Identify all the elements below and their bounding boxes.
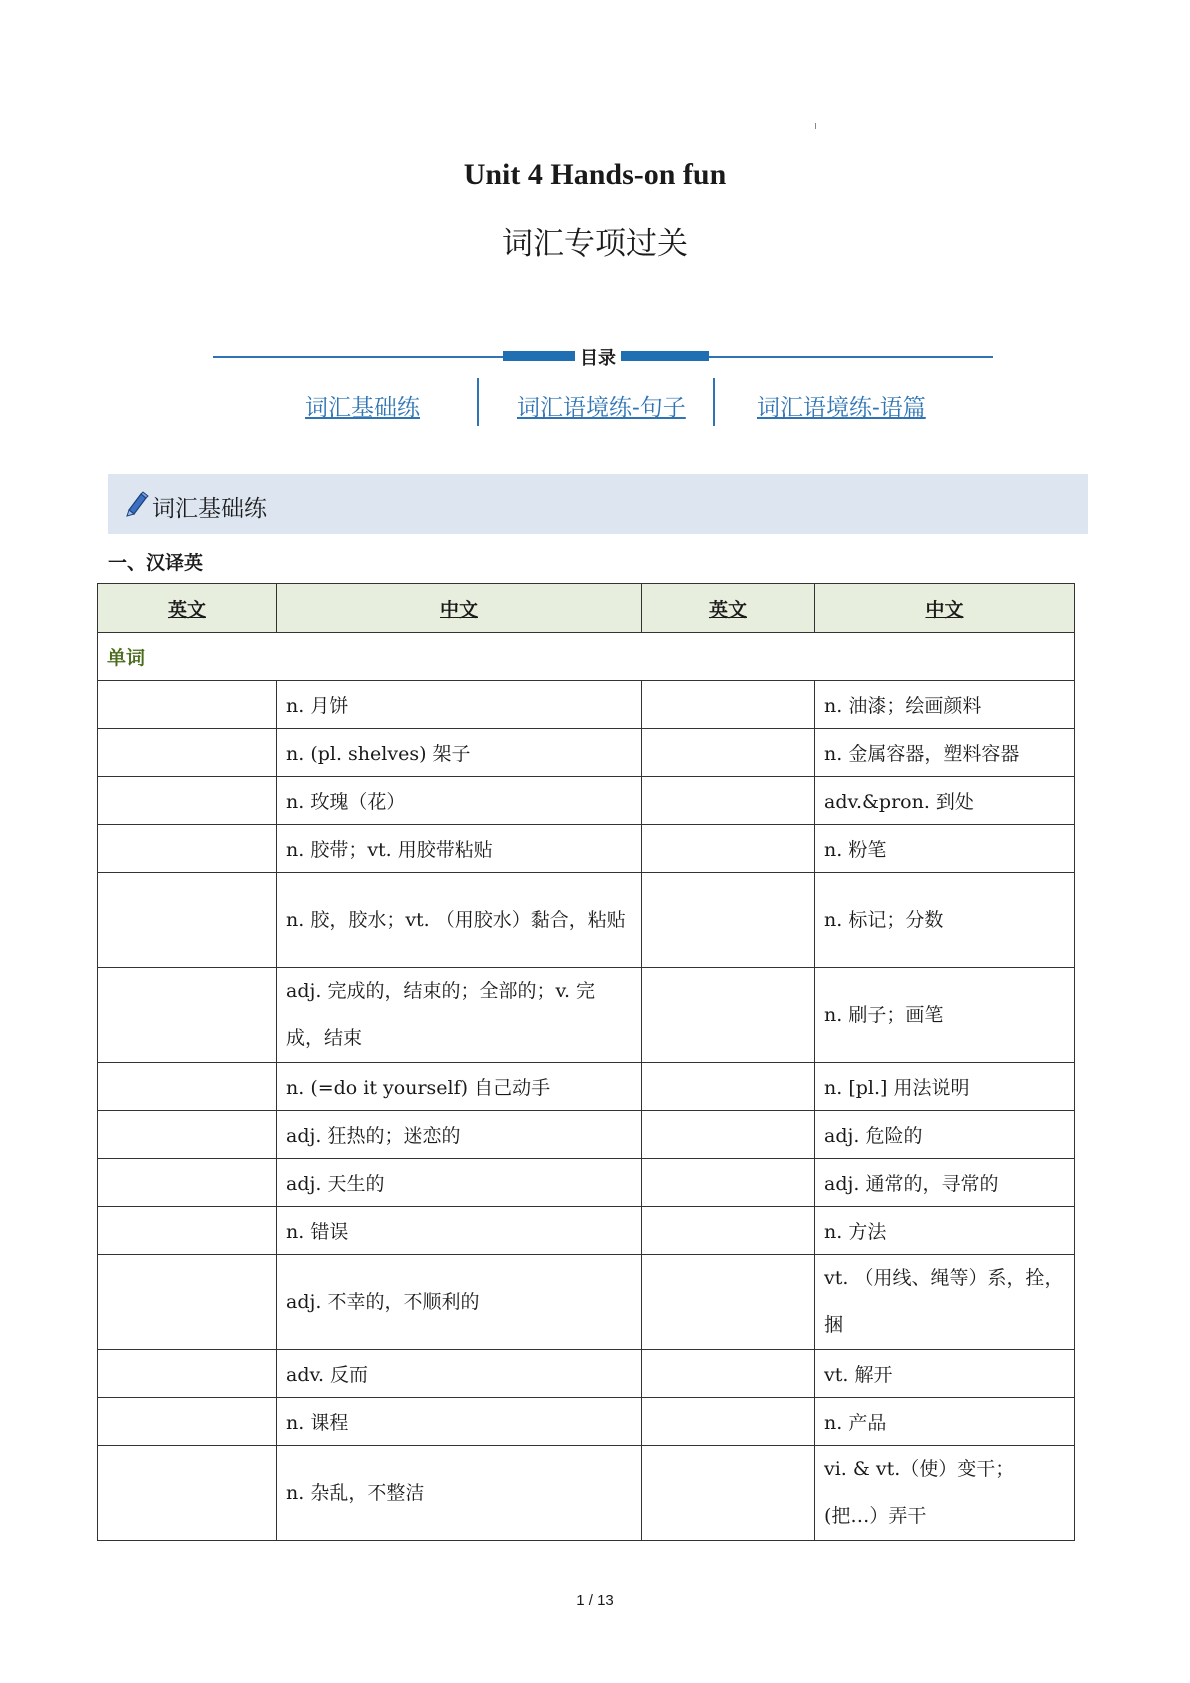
toc-rule-left [213,356,503,358]
page-title: Unit 4 Hands-on fun [463,158,727,191]
answer-cell[interactable] [642,1350,815,1398]
cn-cell: n. [pl.] 用法说明 [815,1063,1075,1111]
answer-cell[interactable] [98,777,277,825]
answer-cell[interactable] [98,681,277,729]
cn-cell: n. 胶，胶水；vt. （用胶水）黏合，粘贴 [277,873,642,968]
cn-cell: adv.&pron. 到处 [815,777,1075,825]
cn-cell: vi. & vt.（使）变干；(把…）弄干 [815,1446,1075,1541]
cn-cell: n. 月饼 [277,681,642,729]
table-row [98,968,1075,1063]
table-row [98,729,1075,777]
toc-bar-right [621,351,709,361]
cn-cell: n. 粉笔 [815,825,1075,873]
answer-cell[interactable] [98,1207,277,1255]
page-subtitle: 词汇专项过关 [502,226,688,262]
table-row [98,1350,1075,1398]
answer-cell[interactable] [642,968,815,1063]
answer-cell[interactable] [642,825,815,873]
table-row [98,681,1075,729]
table-row [98,1398,1075,1446]
table-row [98,825,1075,873]
header-mark [815,123,816,129]
cn-cell: n. 玫瑰（花） [277,777,642,825]
table-row [98,1255,1075,1350]
toc-separator [713,378,715,426]
answer-cell[interactable] [98,873,277,968]
answer-cell[interactable] [98,1446,277,1541]
answer-cell[interactable] [642,777,815,825]
group-row [98,633,1075,681]
page-number: 1 / 13 [576,1592,614,1609]
cn-cell: n. 标记；分数 [815,873,1075,968]
cn-cell: n. 课程 [277,1398,642,1446]
cn-cell: n. 杂乱，不整洁 [277,1446,642,1541]
cn-cell: n. 油漆；绘画颜料 [815,681,1075,729]
toc-separator [477,378,479,426]
table-row [98,1159,1075,1207]
table-header-row [98,584,1075,633]
answer-cell[interactable] [98,729,277,777]
answer-cell[interactable] [98,1255,277,1350]
answer-cell[interactable] [642,1207,815,1255]
cn-cell: vt. 解开 [815,1350,1075,1398]
answer-cell[interactable] [642,1398,815,1446]
cn-cell: adj. 通常的，寻常的 [815,1159,1075,1207]
table-row [98,1207,1075,1255]
cn-cell: n. (pl. shelves) 架子 [277,729,642,777]
cn-cell: adj. 不幸的，不顺利的 [277,1255,642,1350]
cn-cell: n. 产品 [815,1398,1075,1446]
group-label: 单词 [98,633,1075,681]
column-header: 中文 [815,584,1075,633]
toc-link-context-passage[interactable]: 词汇语境练-语篇 [757,395,926,421]
answer-cell[interactable] [98,1350,277,1398]
answer-cell[interactable] [98,1398,277,1446]
part-heading: 一、汉译英 [108,552,204,574]
column-header: 中文 [277,584,642,633]
answer-cell[interactable] [642,1255,815,1350]
vocab-table [97,583,1075,1541]
cn-cell: adv. 反而 [277,1350,642,1398]
answer-cell[interactable] [98,968,277,1063]
table-row [98,873,1075,968]
toc-link-vocab-basics[interactable]: 词汇基础练 [305,395,420,421]
answer-cell[interactable] [98,1111,277,1159]
answer-cell[interactable] [642,1111,815,1159]
section-title: 词汇基础练 [152,496,267,522]
column-header: 英文 [98,584,277,633]
cn-cell: n. 胶带；vt. 用胶带粘贴 [277,825,642,873]
cn-cell: n. (=do it yourself) 自己动手 [277,1063,642,1111]
toc-label: 目录 [575,344,621,370]
answer-cell[interactable] [642,873,815,968]
cn-cell: adj. 危险的 [815,1111,1075,1159]
cn-cell: adj. 完成的，结束的；全部的；v. 完成，结束 [277,968,642,1063]
toc-bar-left [503,351,575,361]
toc-link-context-sentences[interactable]: 词汇语境练-句子 [517,395,686,421]
table-row [98,1111,1075,1159]
toc-rule-right [709,356,993,358]
cn-cell: adj. 狂热的；迷恋的 [277,1111,642,1159]
table-row [98,1063,1075,1111]
answer-cell[interactable] [642,729,815,777]
answer-cell[interactable] [98,1063,277,1111]
column-header: 英文 [642,584,815,633]
cn-cell: adj. 天生的 [277,1159,642,1207]
cn-cell: n. 错误 [277,1207,642,1255]
cn-cell: vt. （用线、绳等）系，拴，捆 [815,1255,1075,1350]
table-row [98,777,1075,825]
answer-cell[interactable] [642,1063,815,1111]
cn-cell: n. 方法 [815,1207,1075,1255]
answer-cell[interactable] [642,681,815,729]
answer-cell[interactable] [642,1159,815,1207]
cn-cell: n. 刷子；画笔 [815,968,1075,1063]
answer-cell[interactable] [98,825,277,873]
cn-cell: n. 金属容器，塑料容器 [815,729,1075,777]
pen-icon [124,490,150,518]
answer-cell[interactable] [98,1159,277,1207]
table-row [98,1446,1075,1541]
answer-cell[interactable] [642,1446,815,1541]
